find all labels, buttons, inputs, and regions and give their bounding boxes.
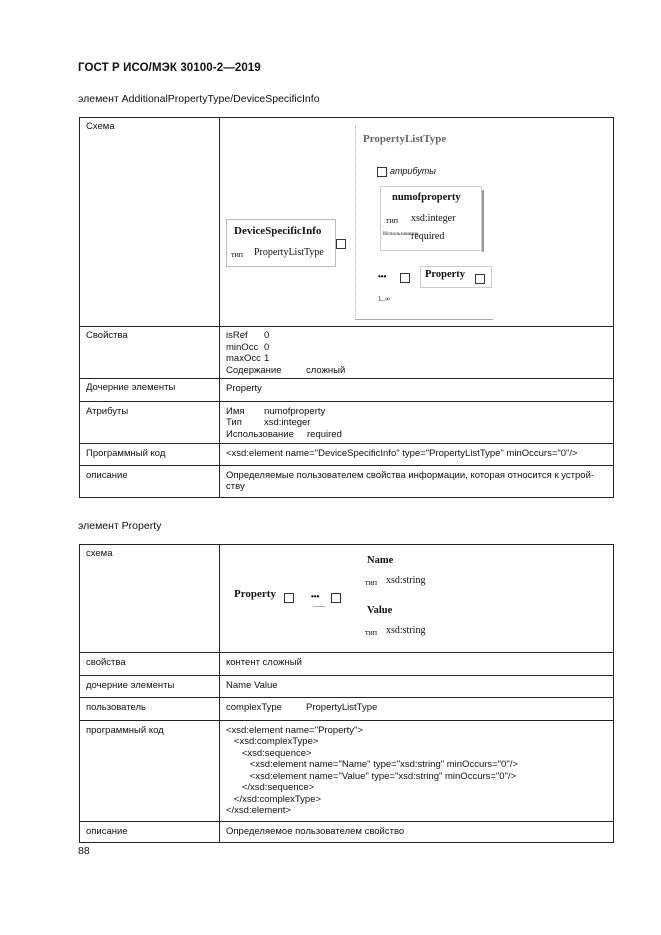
property-element-name: Property: [234, 588, 276, 600]
prop-isref: isRef 0: [226, 330, 270, 341]
schema-diagram-cell: [220, 118, 614, 327]
name-element: Name: [367, 555, 394, 566]
attributes-label: атрибуты: [390, 166, 436, 176]
page-number: 88: [78, 845, 90, 857]
name-type-value: xsd:string: [386, 575, 426, 586]
children-label: Дочерние элементы: [80, 379, 220, 402]
code2-line: <xsd:sequence>: [226, 747, 312, 759]
code2-line: <xsd:complexType>: [226, 736, 319, 747]
child-element-name: Property: [425, 269, 466, 280]
code2-line: </xsd:element>: [226, 805, 291, 816]
code2-line: <xsd:element name="Value" type="xsd:string" minOccurs="0"/>: [226, 770, 517, 782]
root-type-value: PropertyListType: [254, 247, 324, 258]
schema-diagram: [220, 118, 613, 326]
document-header: ГОСТ Р ИСО/МЭК 30100-2—2019: [78, 62, 261, 74]
code-label: Программный код: [80, 444, 220, 466]
schema-row: [80, 118, 614, 327]
code2-line: </xsd:sequence>: [226, 782, 315, 793]
root-element-name: DeviceSpecificInfo: [234, 225, 322, 237]
attributes-cell: [220, 401, 614, 444]
children2-row: [80, 675, 614, 698]
schema2-diagram: [220, 545, 613, 652]
frame-left: [355, 126, 357, 318]
schema2-diagram-cell: [220, 545, 614, 653]
properties-label: Свойства: [80, 327, 220, 379]
description-value: Определяемые пользователем свойства информации, которая относится к устрой-ству: [220, 465, 614, 497]
attributes-row-label: Атрибуты: [80, 401, 220, 444]
schema-label: Схема: [80, 118, 220, 327]
value-type-label: тип: [365, 628, 378, 637]
children-row: [80, 379, 614, 402]
attr-name: numofproperty: [392, 192, 461, 203]
user2-value: PropertyListType: [306, 702, 378, 713]
schema2-label: схема: [80, 545, 220, 653]
root-type-label: тип: [231, 250, 244, 259]
description2-value: Определяемое пользователем свойство: [220, 821, 614, 843]
children-value: Property: [220, 379, 614, 402]
properties2-label: свойства: [80, 653, 220, 676]
properties-cell: [220, 327, 614, 379]
properties2-row: [80, 653, 614, 676]
properties2-value: контент сложный: [220, 653, 614, 676]
code2-cell: [220, 720, 614, 821]
attr-use-value: required: [411, 231, 445, 242]
prop-content: Содержание сложный: [226, 364, 346, 376]
code2-row: [80, 720, 614, 821]
property-expand-icon: [284, 593, 294, 603]
multiplicity-label: 1..∞: [378, 295, 390, 303]
user2-key: complexType: [226, 702, 282, 713]
value-type-value: xsd:string: [386, 625, 426, 636]
user2-cell: [220, 698, 614, 721]
code2-line: <xsd:element name="Name" type="xsd:string" minOccurs="0"/>: [226, 759, 518, 770]
description-label: описание: [80, 465, 220, 497]
prop-minocc: minOcc 0: [226, 341, 270, 353]
prop-maxocc: maxOcc 1: [226, 353, 270, 364]
sequence2-icon: •••: [311, 592, 320, 601]
attr-use-label: Использование: [383, 231, 419, 237]
attributes-icon: [377, 167, 387, 177]
sequence-icon: •••: [378, 272, 387, 281]
attr-type-label: тип: [386, 216, 399, 225]
description-row: [80, 465, 614, 497]
attr-row-use: Использование required: [226, 428, 342, 440]
attribute-box-shadow: [482, 190, 484, 252]
code2-line: <xsd:element name="Property">: [226, 724, 363, 736]
attr-type-value: xsd:integer: [411, 213, 456, 224]
schema2-row: [80, 545, 614, 653]
code-value: <xsd:element name="DeviceSpecificInfo" type="PropertyListType" minOccurs="0"/>: [220, 444, 614, 466]
section2-table: [79, 544, 614, 843]
attributes-row: [80, 401, 614, 444]
code2-label: программный код: [80, 720, 220, 821]
section1-table: [79, 117, 614, 498]
children2-value: Name Value: [220, 675, 614, 698]
attr-row-type: Тип xsd:integer: [226, 417, 311, 428]
user2-label: пользователь: [80, 698, 220, 721]
code2-line: </xsd:complexType>: [226, 793, 322, 805]
user2-row: [80, 698, 614, 721]
properties-row: [80, 327, 614, 379]
section1-title: элемент AdditionalPropertyType/DeviceSpecificInfo: [78, 93, 320, 105]
sequence2-expand-icon: [331, 593, 341, 603]
expand-icon: [336, 239, 346, 249]
frame-dash: [355, 319, 493, 320]
section2-title: элемент Property: [78, 520, 162, 532]
child-expand-icon: [475, 274, 485, 284]
value-element: Value: [367, 605, 393, 616]
children2-label: дочерние элементы: [80, 675, 220, 698]
list-type-title: PropertyListType: [363, 133, 447, 145]
description2-row: [80, 821, 614, 843]
name-type-label: тип: [365, 578, 378, 587]
sequence2-dash: [313, 606, 325, 607]
description2-label: описание: [80, 821, 220, 843]
sequence-expand-icon: [400, 273, 410, 283]
code-row: [80, 444, 614, 466]
attr-row-name: Имя numofproperty: [226, 405, 326, 417]
